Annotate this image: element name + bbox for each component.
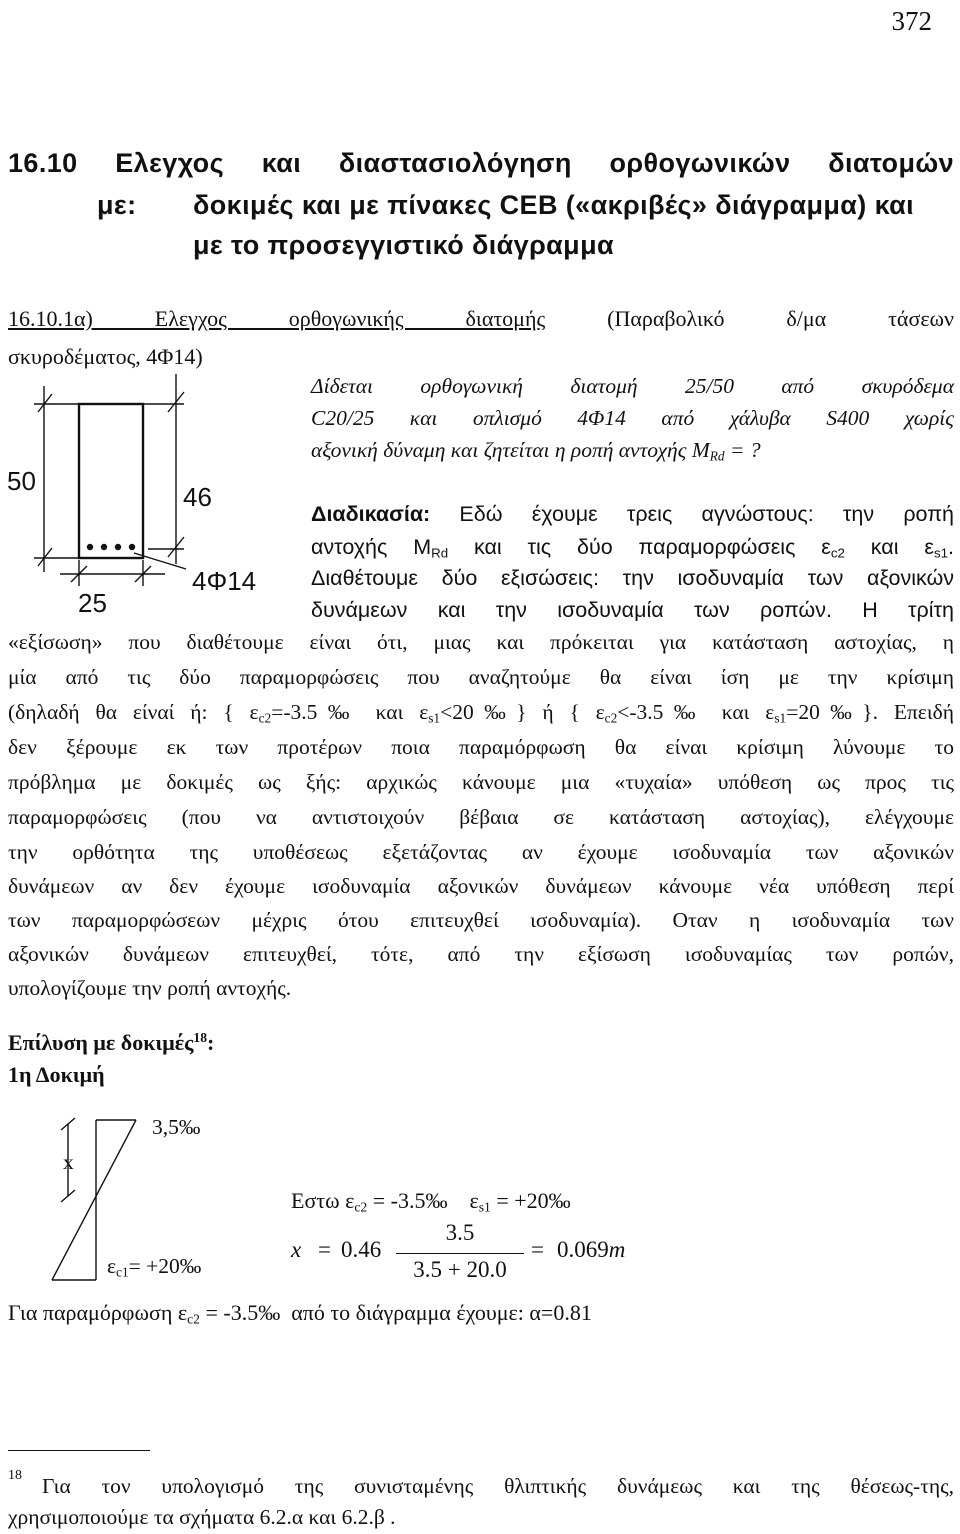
strain-bottom-label-a: ε (107, 1254, 117, 1278)
rebar-leader-line (134, 553, 186, 569)
assumption-sub: c2 (354, 1199, 368, 1215)
body-line-sub: c2 (258, 710, 272, 726)
assumption-line (291, 1188, 571, 1214)
fraction-bar (396, 1253, 524, 1254)
footnote-ref: 18 (193, 1029, 208, 1045)
body-line: υπολογίζουμε την ροπή αντοχής. (8, 976, 292, 1000)
effective-depth-label: 46 (183, 482, 212, 512)
body-line-part: =-3.5‰ και ε (271, 700, 429, 724)
solution-heading (8, 1030, 214, 1056)
footnote-line2: χρησιμοποιούμε τα σχήματα 6.2.α και 6.2.β . (8, 1505, 396, 1529)
footnote-separator (8, 1450, 150, 1451)
section-title-line3: με το προσεγγιστικό διάγραμμα (193, 230, 615, 260)
body-line-part: <20‰} ή { ε (440, 700, 605, 724)
equation-denominator: 3.5 + 20.0 (413, 1257, 507, 1282)
procedure-line2 (311, 535, 954, 560)
section-width-label: 25 (78, 588, 107, 618)
strain-top-label: 3,5‰ (152, 1115, 201, 1139)
body-line-sub: s1 (428, 710, 441, 726)
subsection-heading-underlined: 16.10.1α) Ελεγχος ορθογωνικής διατομής (8, 306, 546, 331)
body-line: δεν ξέρουμε εκ των προτέρων ποια παραμόρφωση θα είναι κρίσιμη λύνουμε το (8, 735, 954, 759)
equation-unit: m (608, 1237, 626, 1262)
procedure-line1 (311, 502, 954, 527)
procedure-line2-d: . (948, 535, 954, 559)
given-line3-text: αξονική δύναμη και ζητείται η ροπή αντοχής M (311, 438, 710, 462)
assumption-sub: s1 (478, 1199, 491, 1215)
equation-eq1: = (318, 1237, 331, 1262)
rebar-dot (101, 544, 107, 550)
section-title-lead: με: (97, 190, 137, 220)
strain-bottom-label-b: = +20‰ (128, 1254, 202, 1278)
subsection-heading-rest: (Παραβολικό δ/μα τάσεων (545, 306, 954, 331)
body-line: παραμορφώσεις (που να αντιστοιχούν βέβαια σε κατάσταση αστοχίας), ελέγχουμε (8, 805, 954, 829)
given-line1: Δίδεται ορθογωνική διατομή 25/50 από σκυρόδεμα (311, 374, 954, 398)
tick-mark (38, 394, 52, 412)
procedure-line3: Διαθέτουμε δύο εξισώσεις: την ισοδυναμία των αξονικών (311, 566, 954, 590)
procedure-line2-a: αντοχής M (311, 535, 432, 559)
conclusion-b: = -3.5‰ από το διάγραμμα έχουμε: α=0.81 (199, 1300, 592, 1325)
page-number: 372 (891, 6, 932, 36)
trial-heading: 1η Δοκιμή (8, 1062, 105, 1087)
strain-bottom-label (107, 1254, 201, 1279)
given-line3 (311, 438, 761, 463)
body-line-sub: s1 (774, 710, 787, 726)
body-line: δυνάμεων αν δεν έχουμε ισοδυναμία αξονικών δυνάμεων κάνουμε νέα υπόθεση περί (8, 874, 954, 898)
subsection-heading-line2: σκυροδέματος, 4Φ14) (8, 344, 203, 369)
procedure-line1-text: Εδώ έχουμε τρεις αγνώστους: την ροπή (430, 502, 954, 526)
equation-numerator: 3.5 (445, 1220, 475, 1245)
body-line: μία από τις δύο παραμορφώσεις που αναζητούμε θα είναι ίση με την κρίσιμη (8, 665, 954, 689)
tick-mark (38, 548, 52, 566)
section-outline (79, 404, 143, 558)
section-title-line1: 16.10 Ελεγχος και διαστασιολόγηση ορθογωνικών διατομών (8, 148, 954, 178)
footnote-mark: 18 (8, 1468, 22, 1483)
procedure-line2-c: και ε (844, 535, 934, 559)
given-line3-sub: Rd (709, 448, 725, 464)
assumption-a: Εστω ε (291, 1188, 355, 1213)
strain-bottom-label-sub: c1 (116, 1264, 129, 1280)
procedure-line2-sub: c2 (830, 545, 845, 561)
rebar-dot (115, 544, 121, 550)
body-line-part: <-3.5‰ και ε (617, 700, 775, 724)
subsection-heading (8, 306, 954, 332)
body-line: των παραμορφώσεων μέχρις ότου επιτευχθεί ισοδυναμία). Οταν η ισοδυναμία των (8, 908, 954, 932)
body-line-part: =20‰}. Επειδή (786, 700, 954, 724)
conclusion-a: Για παραμόρφωση ε (8, 1300, 188, 1325)
body-line (8, 700, 954, 725)
equation-coef: 0.46 (341, 1237, 382, 1262)
procedure-line2-sub: s1 (933, 545, 949, 561)
conclusion-line (8, 1300, 592, 1326)
procedure-line4: δυνάμεων και την ισοδυναμία των ροπών. Η τρίτη (311, 598, 954, 622)
body-line: την ορθότητα της υποθέσεως εξετάζοντας αν έχουμε ισοδυναμία των αξονικών (8, 840, 954, 864)
assumption-b: = -3.5‰ ε (367, 1188, 479, 1213)
procedure-label: Διαδικασία: (311, 502, 431, 526)
body-line: αξονικών δυνάμεων επιτευχθεί, τότε, από την εξίσωση ισοδυναμίας των ροπών, (8, 942, 954, 966)
given-line2: C20/25 και οπλισμό 4Φ14 από χάλυβα S400 χωρίς (311, 406, 954, 430)
footnote-line1: Για τον υπολογισμό της συνισταμένης θλιπτικής δυνάμεως και της θέσεως-της, (42, 1474, 954, 1498)
section-height-label: 50 (7, 466, 36, 496)
body-line: πρόβλημα με δοκιμές ως ξής: αρχικώς κάνουμε μια «τυχαία» υπόθεση ως προς τις (8, 770, 954, 794)
equation-eq2: = (531, 1237, 544, 1262)
reinforcement-label: 4Φ14 (192, 566, 257, 596)
solution-heading-colon: : (207, 1030, 215, 1055)
equation-lhs: x (291, 1237, 302, 1262)
equation-result-value: 0.069 (557, 1237, 609, 1262)
section-title-line2: δοκιμές και με πίνακες CEB («ακριβές» διάγραμμα) και (193, 190, 915, 220)
given-line3-end: = ? (724, 438, 761, 462)
body-line-part: (δηλαδή θα είναί ή: { ε (8, 700, 259, 724)
assumption-c: = +20‰ (490, 1188, 571, 1213)
body-line: «εξίσωση» που διαθέτουμε είναι ότι, μιας και πρόκειται για κατάσταση αστοχίας, η (8, 630, 954, 654)
neutral-axis-label: x (63, 1150, 74, 1174)
solution-heading-text: Επίλυση με δοκιμές (8, 1030, 194, 1055)
rebar-dot (129, 544, 135, 550)
rebar-dot (87, 544, 93, 550)
procedure-line2-sub: Rd (431, 545, 449, 561)
equation-result (557, 1237, 625, 1263)
body-line-sub: c2 (604, 710, 618, 726)
procedure-line2-b: και τις δύο παραμορφώσεις ε (448, 535, 831, 559)
conclusion-sub: c2 (187, 1311, 200, 1327)
